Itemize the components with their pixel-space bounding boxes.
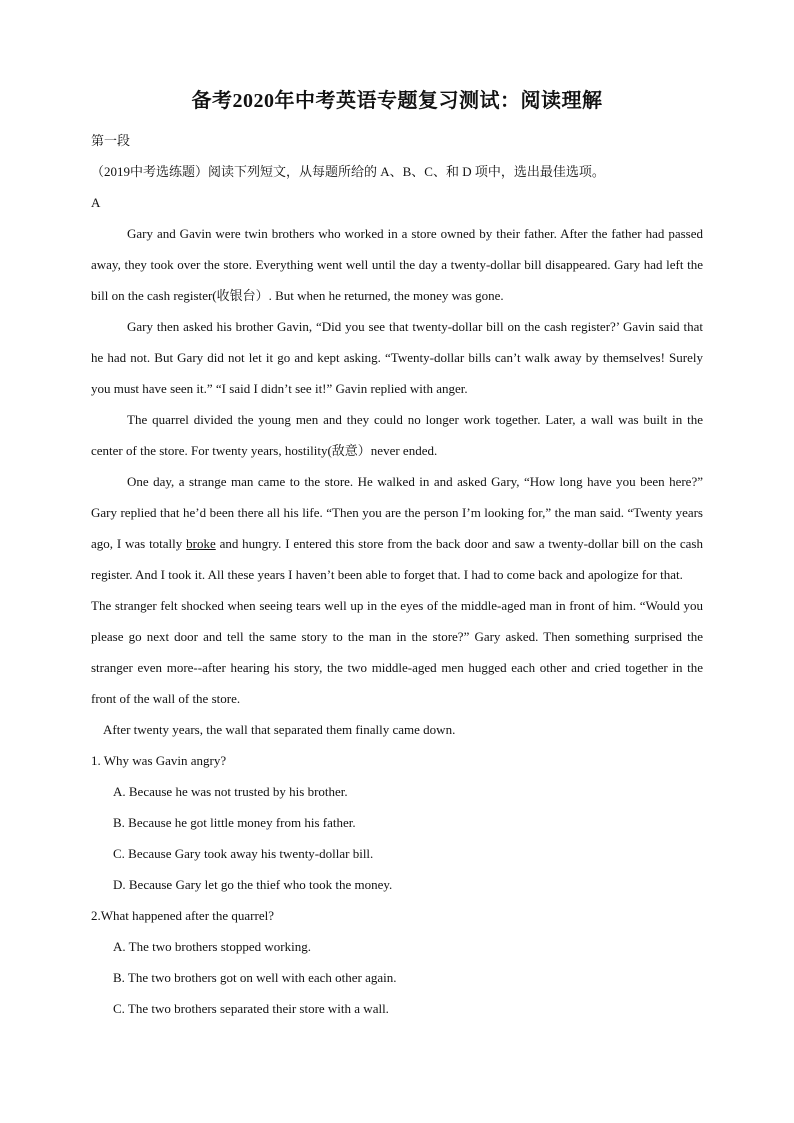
question-1-option-d: D. Because Gary let go the thief who took the money.	[113, 877, 393, 892]
passage-label: A	[91, 195, 101, 210]
passage-paragraph-1: Gary and Gavin were twin brothers who worked in a store owned by their father. After the father had passed away, they took over the store. Everything went well until the day a twenty-dollar bill disappeared. Gary had left the bill on the cash register(收银台）. But when he returned, the money was gone.	[91, 226, 703, 303]
question-stem: 1. Why was Gavin angry?	[91, 753, 227, 768]
section-heading: 第一段	[91, 133, 131, 148]
question-2	[91, 900, 703, 1024]
passage-paragraph-3: The quarrel divided the young men and they could no longer work together. Later, a wall was built in the center of the store. For twenty years, hostility(敌意）never ended.	[91, 412, 703, 458]
question-1-option-a: A. Because he was not trusted by his brother.	[113, 784, 348, 799]
passage-paragraph-6: After twenty years, the wall that separated them finally came down.	[103, 722, 456, 737]
document-page	[91, 84, 703, 1024]
underlined-word-broke: broke	[186, 536, 216, 551]
instruction-text: （2019中考选练题）阅读下列短文，从每题所给的 A、B、C、和 D 项中，选出最佳选项。	[91, 164, 605, 179]
document-title: 备考2020年中考英语专题复习测试：阅读理解	[191, 90, 603, 112]
question-2-option-c: C. The two brothers separated their store with a wall.	[113, 1001, 389, 1016]
paragraph-4-text-a: One day, a strange man came to the store. He walked in and asked Gary, “How long have you been here?” Gary replied that he’d been there all his life. “Then you are the person I’m looking for,” the man said. “Twenty years ago, I was totally	[91, 474, 703, 551]
question-1-option-b: B. Because he got little money from his father.	[113, 815, 356, 830]
paragraph-4-text-b: and hungry. I entered this store from the back door and saw a twenty-dollar bill on the cash register. And I took it. All these years I haven’t been able to forget that. I had to come back and apologize for that.	[91, 536, 703, 582]
question-stem: 2.What happened after the quarrel?	[91, 908, 274, 923]
passage-paragraph-4	[91, 466, 703, 590]
question-2-option-a: A. The two brothers stopped working.	[113, 939, 311, 954]
question-2-option-b: B. The two brothers got on well with each other again.	[113, 970, 397, 985]
question-1-option-c: C. Because Gary took away his twenty-dollar bill.	[113, 846, 374, 861]
passage-paragraph-2: Gary then asked his brother Gavin, “Did you see that twenty-dollar bill on the cash register?’ Gavin said that he had not. But Gary did not let it go and kept asking. “Twenty-dollar bills can’t walk away by themselves! Surely you must have seen it.” “I said I didn’t see it!” Gavin replied with anger.	[91, 319, 703, 396]
question-1	[91, 745, 703, 900]
passage-paragraph-5: The stranger felt shocked when seeing tears well up in the eyes of the middle-aged man in front of him. “Would you please go next door and tell the same story to the man in the store?” Gary asked. Then something surprised the stranger even more--after hearing his story, the two middle-aged men hugged each other and cried together in the front of the wall of the store.	[91, 598, 703, 706]
